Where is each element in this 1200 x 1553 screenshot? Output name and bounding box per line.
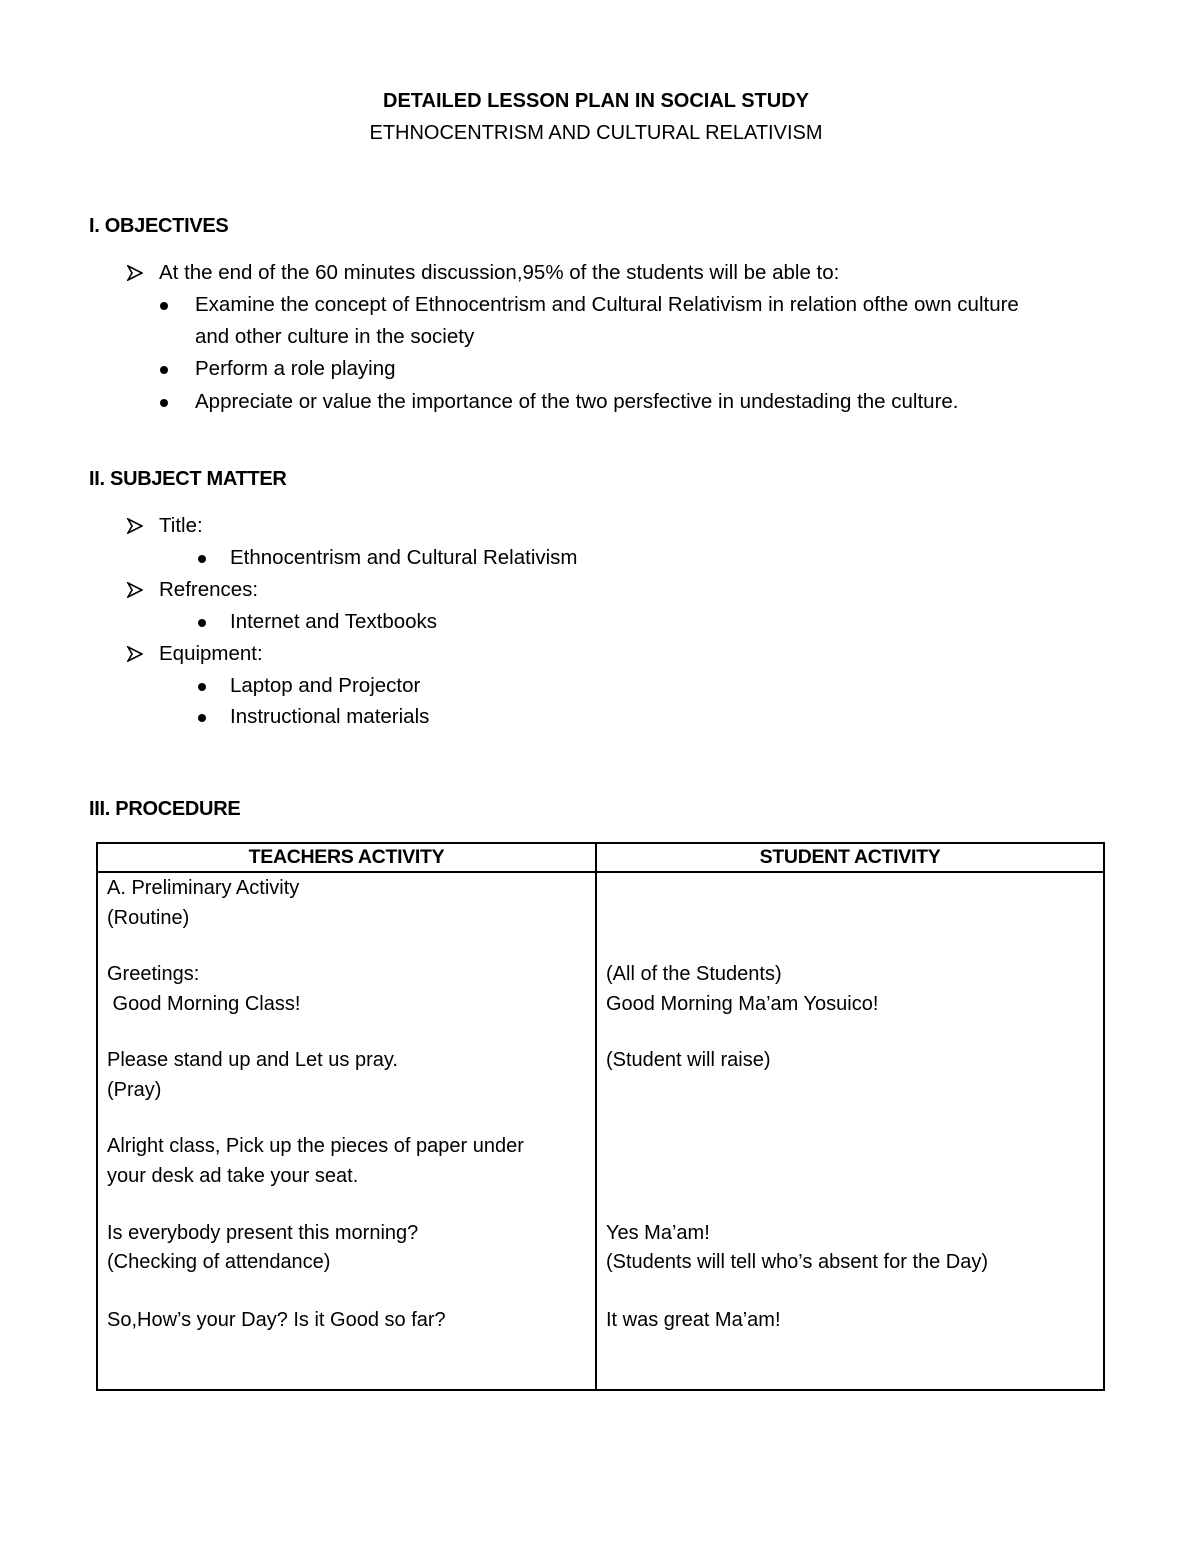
equipment-item: Instructional materials xyxy=(230,705,430,728)
arrow-bullet-icon xyxy=(127,646,143,662)
teacher-line: your desk ad take your seat. xyxy=(107,1165,359,1187)
student-line: (Student will raise) xyxy=(606,1049,771,1071)
teacher-line: (Checking of attendance) xyxy=(107,1251,331,1273)
student-line: (Students will tell who’s absent for the Day) xyxy=(606,1251,989,1273)
teacher-line: Greetings: xyxy=(107,963,200,985)
teachers-activity-header: TEACHERS ACTIVITY xyxy=(97,843,596,872)
teacher-line: So,How’s your Day? Is it Good so far? xyxy=(107,1309,446,1331)
bullet-dot-icon xyxy=(198,619,206,627)
subject-matter-heading: II. SUBJECT MATTER xyxy=(89,468,287,490)
teacher-line: (Routine) xyxy=(107,907,190,929)
arrow-bullet-icon xyxy=(127,265,143,281)
equipment-label: Equipment: xyxy=(159,642,263,665)
title-label: Title: xyxy=(159,514,203,537)
teacher-line: Please stand up and Let us pray. xyxy=(107,1049,398,1071)
bullet-dot-icon xyxy=(160,302,168,310)
procedure-heading: III. PROCEDURE xyxy=(89,798,241,820)
page-title: DETAILED LESSON PLAN IN SOCIAL STUDY xyxy=(383,90,809,112)
student-line: (All of the Students) xyxy=(606,963,782,985)
teacher-line: Alright class, Pick up the pieces of paper under xyxy=(107,1135,524,1157)
student-activity-header: STUDENT ACTIVITY xyxy=(596,843,1104,872)
procedure-table xyxy=(96,842,1105,1391)
title-value: Ethnocentrism and Cultural Relativism xyxy=(230,546,578,569)
teacher-line: Good Morning Class! xyxy=(107,993,301,1015)
references-value: Internet and Textbooks xyxy=(230,610,438,633)
student-line: Yes Ma’am! xyxy=(606,1222,710,1244)
student-activity-cell xyxy=(596,872,1104,1390)
objective-item: Perform a role playing xyxy=(195,357,396,380)
objective-item: Examine the concept of Ethnocentrism and Cultural Relativism in relation ofthe own culture xyxy=(195,293,1019,316)
teacher-line: Is everybody present this morning? xyxy=(107,1222,419,1244)
bullet-dot-icon xyxy=(160,366,168,374)
objectives-intro: At the end of the 60 minutes discussion,95% of the students will be able to: xyxy=(159,261,840,284)
teachers-activity-cell xyxy=(97,872,596,1390)
teacher-line: A. Preliminary Activity xyxy=(107,877,300,899)
arrow-bullet-icon xyxy=(127,518,143,534)
page-subtitle: ETHNOCENTRISM AND CULTURAL RELATIVISM xyxy=(369,122,823,144)
student-line: It was great Ma’am! xyxy=(606,1309,781,1331)
objectives-heading: I. OBJECTIVES xyxy=(89,215,229,237)
bullet-dot-icon xyxy=(160,399,168,407)
teacher-line: (Pray) xyxy=(107,1079,162,1101)
objective-item-continuation: and other culture in the society xyxy=(195,325,475,348)
student-line: Good Morning Ma’am Yosuico! xyxy=(606,993,879,1015)
bullet-dot-icon xyxy=(198,683,206,691)
objective-item: Appreciate or value the importance of the two persfective in undestading the culture. xyxy=(195,390,959,413)
references-label: Refrences: xyxy=(159,578,259,601)
bullet-dot-icon xyxy=(198,714,206,722)
equipment-item: Laptop and Projector xyxy=(230,674,421,697)
arrow-bullet-icon xyxy=(127,582,143,598)
bullet-dot-icon xyxy=(198,555,206,563)
